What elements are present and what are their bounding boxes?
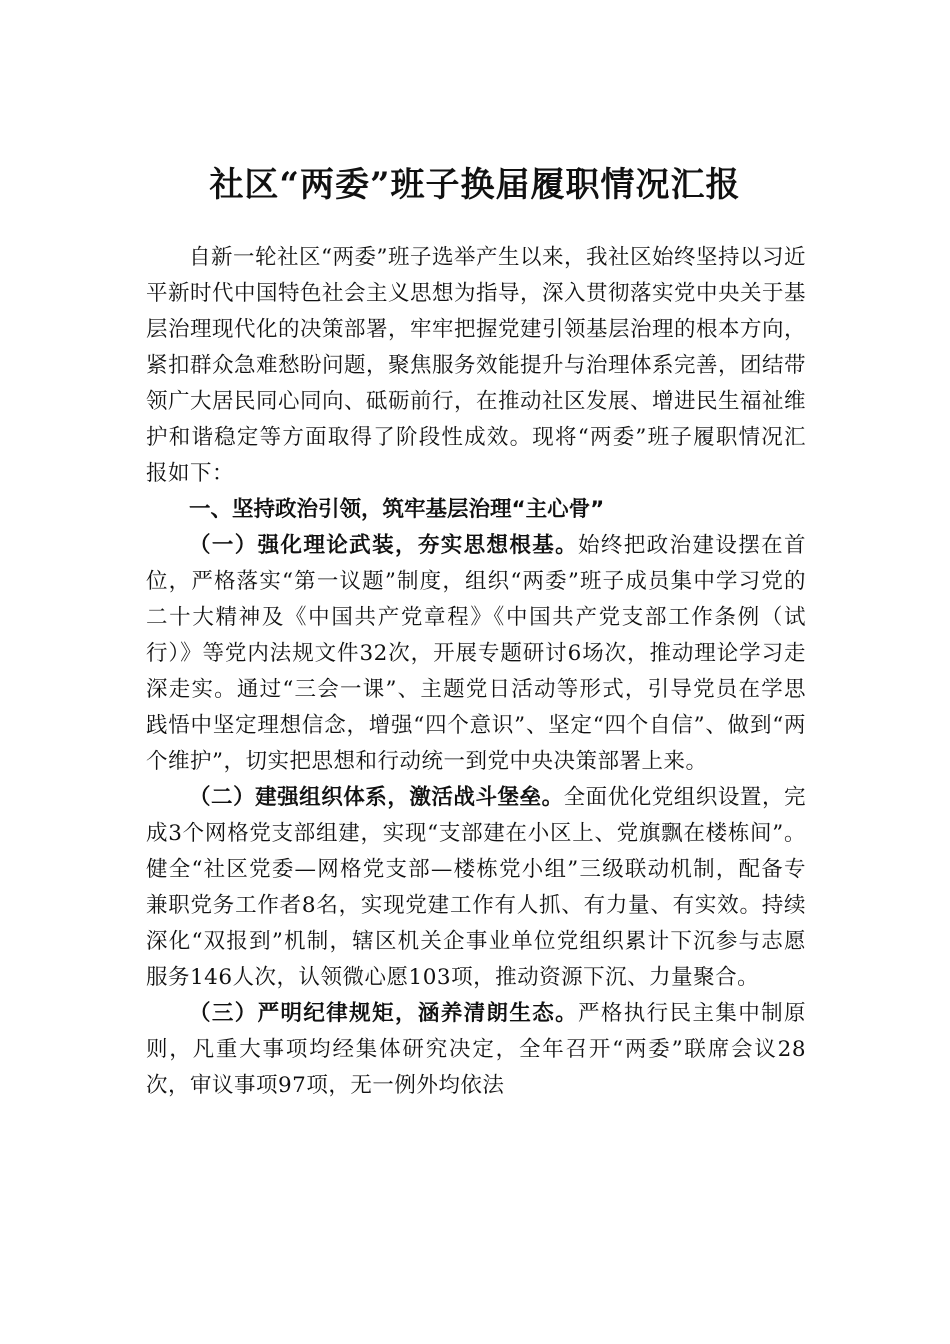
paragraph-1-text: 始终把政治建设摆在首位，严格落实“第一议题”制度，组织“两委”班子成员集中学习党的二十大精神及《中国共产党章程》《中国共产党支部工作条例（试行）》等党内法规文件32次，开展专题研讨6场次，推动理论学习走深走实。通过“三会一课”、主题党日活动等形式，引导党员在学思践悟中坚定理想信念，增强“四个意识”、坚定“四个自信”、做到“两个维护”，切实把思想和行动统一到党中央决策部署上来。 (146, 533, 806, 774)
document-title: 社区“两委”班子换届履职情况汇报 (209, 165, 741, 205)
paragraph-3-lead: （三）严明纪律规矩，涵养清朗生态。 (189, 1001, 579, 1026)
document-body (146, 240, 806, 1104)
paragraph-2-lead: （二）建强组织体系，激活战斗堡垒。 (189, 785, 564, 810)
paragraph-3-text: 严格执行民主集中制原则，凡重大事项均经集体研究决定，全年召开“两委”联席会议28次，审议事项97项，无一例外均依法 (146, 1001, 806, 1098)
paragraph-3 (146, 996, 806, 1104)
paragraph-2 (146, 780, 806, 996)
paragraph-1-lead: （一）强化理论武装，夯实思想根基。 (189, 533, 579, 558)
section-heading: 一、坚持政治引领，筑牢基层治理“主心骨” (189, 497, 605, 522)
paragraph-2-text: 全面优化党组织设置，完成3个网格党支部组建，实现“支部建在小区上、党旗飘在楼栋间”。健全“社区党委—网格党支部—楼栋党小组”三级联动机制，配备专兼职党务工作者8名，实现党建工作有人抓、有力量、有实效。持续深化“双报到”机制，辖区机关企事业单位党组织累计下沉参与志愿服务146人次，认领微心愿103项，推动资源下沉、力量聚合。 (146, 785, 806, 990)
paragraph-1 (146, 528, 806, 780)
intro-paragraph: 自新一轮社区“两委”班子选举产生以来，我社区始终坚持以习近平新时代中国特色社会主义思想为指导，深入贯彻落实党中央关于基层治理现代化的决策部署，牢牢把握党建引领基层治理的根本方向，紧扣群众急难愁盼问题，聚焦服务效能提升与治理体系完善，团结带领广大居民同心同向、砥砺前行，在推动社区发展、增进民生福祉维护和谐稳定等方面取得了阶段性成效。现将“两委”班子履职情况汇报如下： (146, 245, 807, 486)
